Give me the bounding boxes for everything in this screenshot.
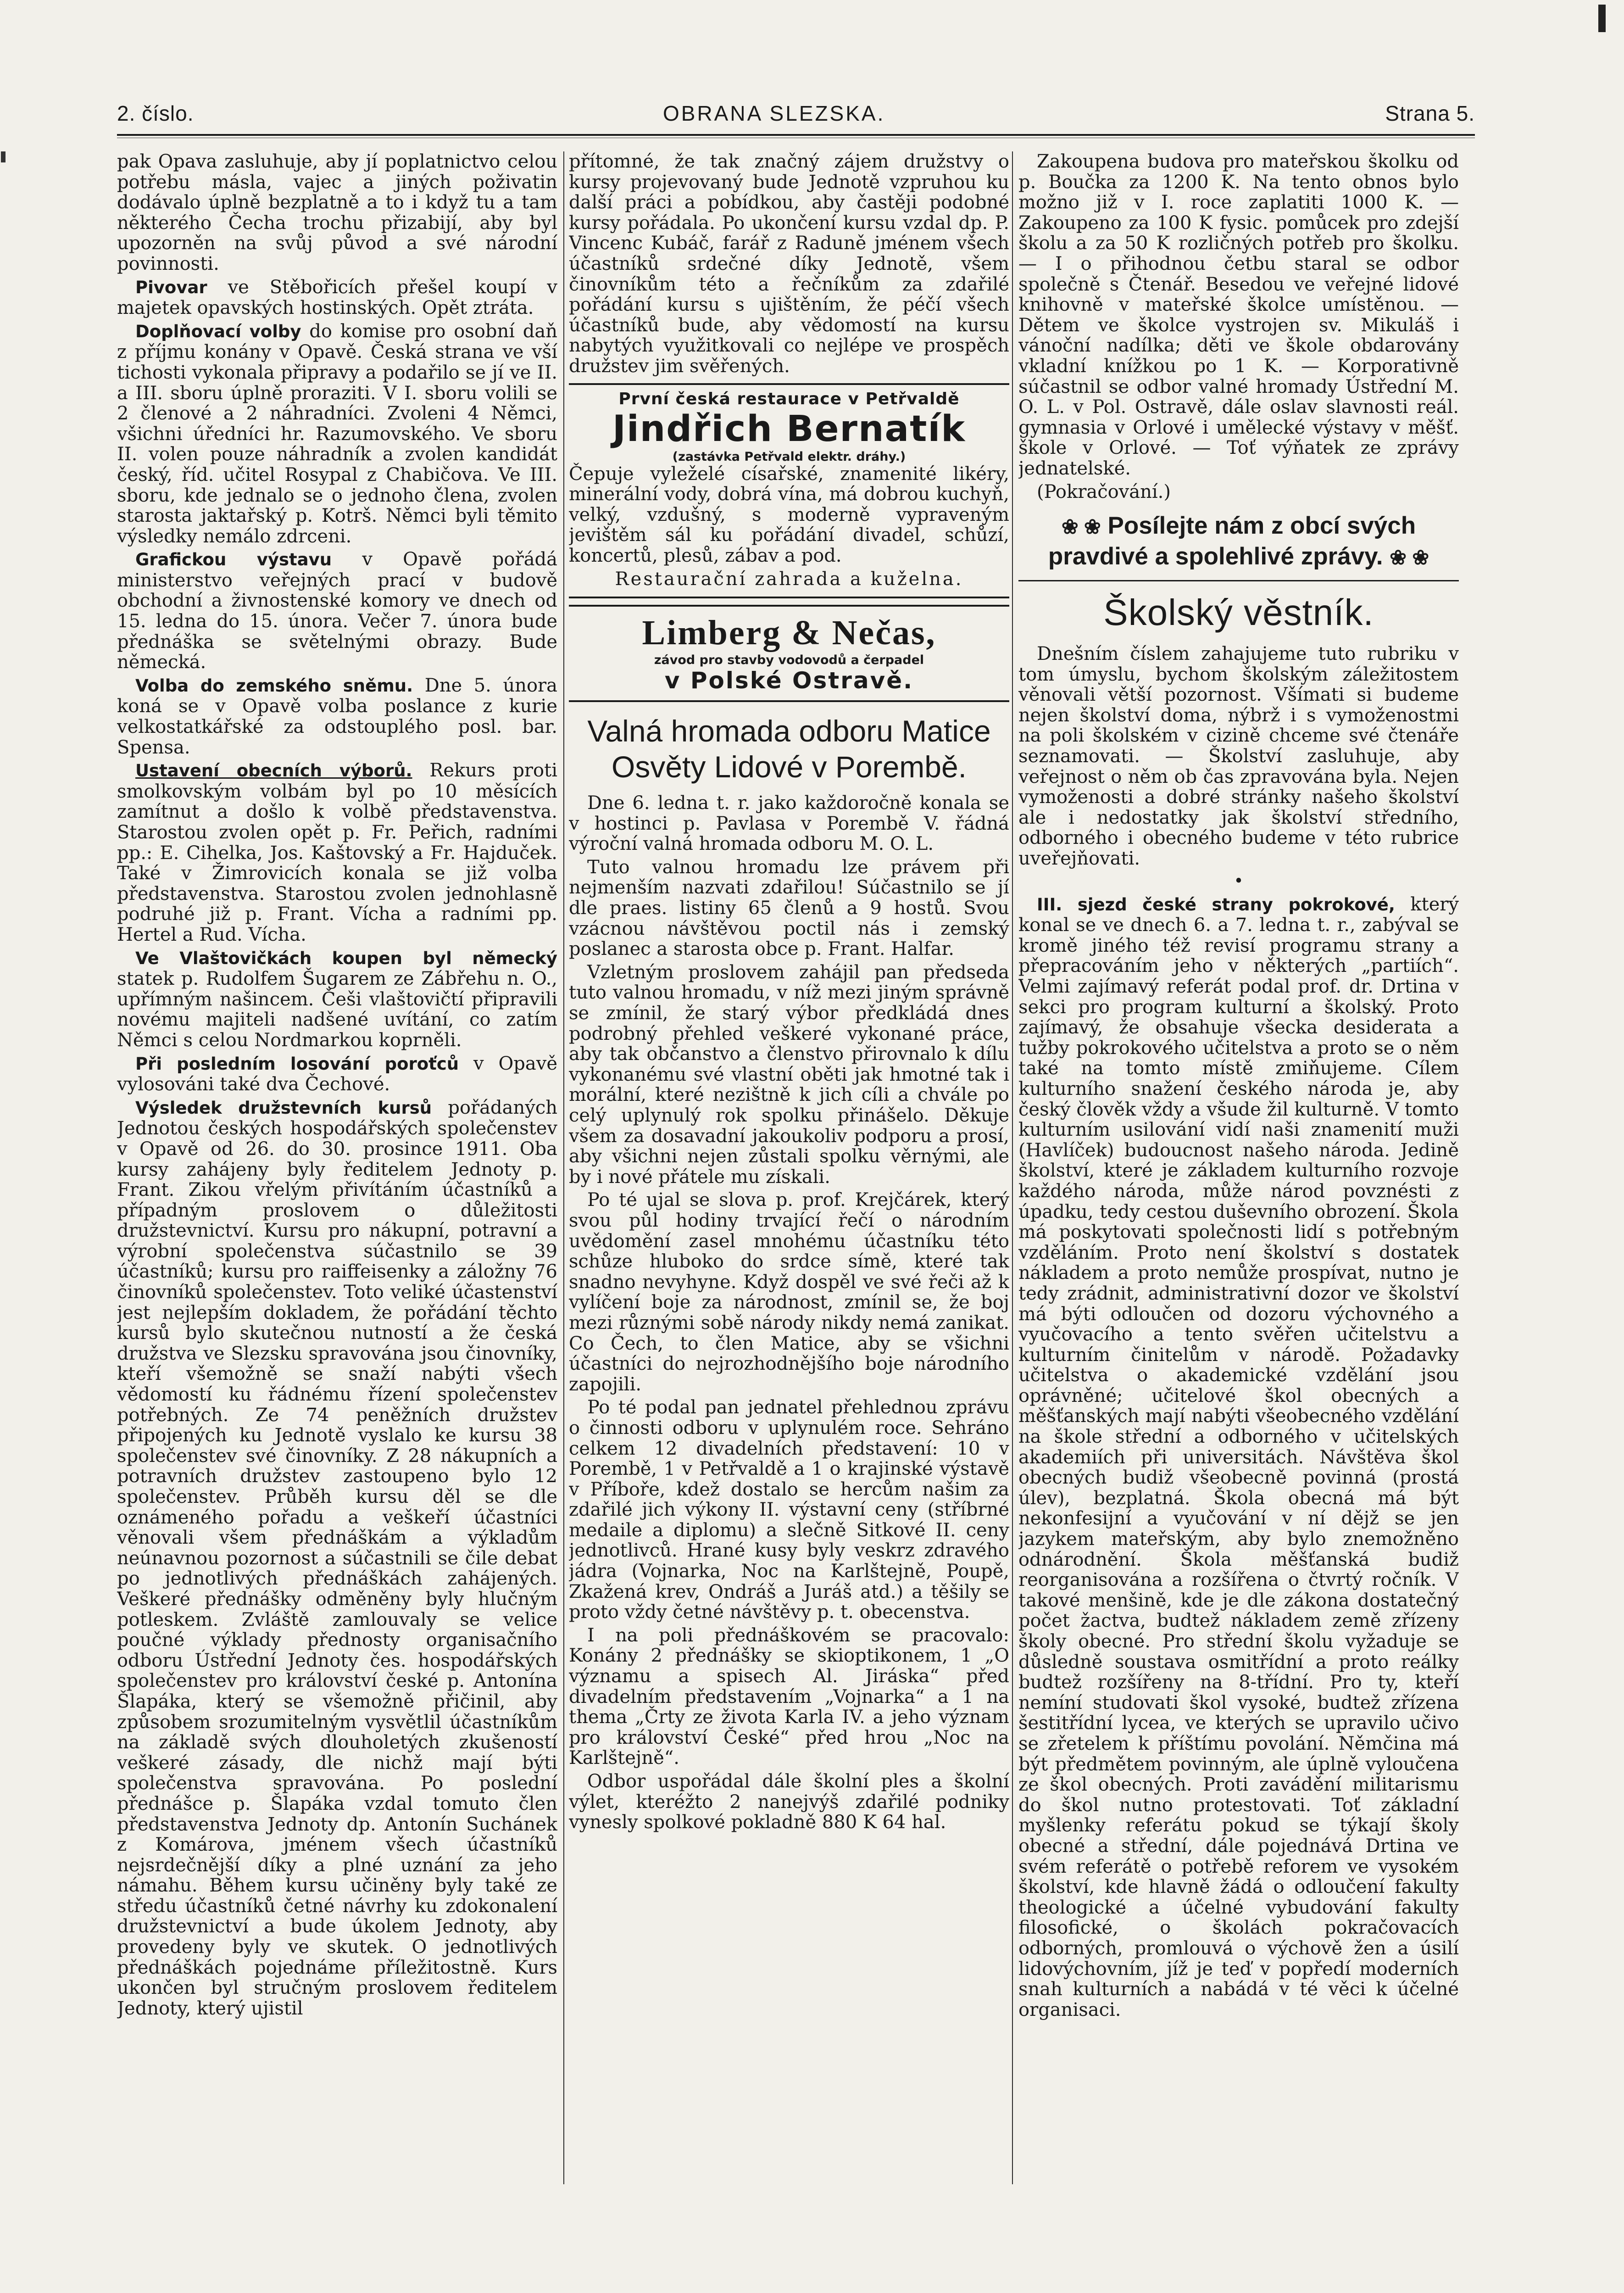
news-item — [117, 549, 557, 673]
news-item — [117, 277, 557, 318]
news-heading: Doplňovací volby — [135, 321, 301, 341]
news-heading: Ve Vlaštovičkách koupen byl německý — [135, 948, 557, 968]
news-text: Dne 5. února koná se v Opavě volba poslance z kurie velkostatkářské za odstouplého posl. bar. Spensa. — [117, 675, 557, 758]
header-rule — [117, 134, 1475, 136]
column-divider — [1012, 151, 1013, 2184]
ad-company-city: v Polské Ostravě. — [664, 667, 914, 694]
article-paragraph: Tuto valnou hromadu lze právem při nejmenším nazvati zdařilou! Súčastnilo se jí dle praes. listiny 65 členů a 9 hostů. Svou vzácnou návštěvou poctil nás i zemský poslanec a starosta obce p. Frant. Halfar. — [569, 856, 1009, 960]
news-heading: III. sjezd české strany pokrokové, — [1037, 894, 1395, 915]
flower-ornament-icon: ❀ ❀ — [1390, 547, 1429, 569]
article-paragraph: I na poli přednáškovém se pracovalo: Konány 2 přednášky se skioptikonem, 1 „O významu a spisech Al. Jiráska“ před divadelním představením „Vojnarka“ a 1 na thema „Črty ze života Karla IV. a jeho význam pro království České“ před hrou „Noc na Karlštejně“. — [569, 1624, 1009, 1769]
article-paragraph: Odbor uspořádal dále školní ples a školní výlet, kteréžto 2 nanejvýš zdařilé podniky vynesly spolkové pokladně 880 K 64 hal. — [569, 1771, 1009, 1833]
news-text: statek p. Rudolfem Šugarem ze Zábřehu n. O., upřímným našincem. Češi vlaštovičtí připravili novému majiteli nadšené uvítání, co zatím Němci s celou Nordmarkou koprněli. — [117, 968, 557, 1051]
news-item — [1018, 894, 1459, 2020]
restaurant-advertisement — [569, 383, 1009, 599]
news-item — [117, 1098, 557, 2019]
news-text: ve Stěbořicích přešel koupí v majetek opavských hostinských. Opět ztráta. — [117, 276, 557, 319]
ad-text: Čepuje vyleželé císařské, znamenité likéry, minerální vody, dobrá vína, má dobrou kuchyň, velký, vzdušný, s moderně vypraveným jevištěm sál ku pořádání divadel, schůzí, koncertů, plesů, zábav a pod. — [569, 463, 1009, 566]
margin-mark — [1, 151, 6, 162]
corner-mark — [1598, 5, 1606, 32]
article-headline: Valná hromada odboru Matice Osvěty Lidové v Porembě. — [587, 714, 991, 784]
column-divider — [563, 151, 564, 2184]
article-paragraph: Vzletným proslovem zahájil pan předseda tuto valnou hromadu, v níž mezi jiným správně se zmínil, že starý výbor předkládá dnes podrobný přehled veškeré vykonané práce, aby tak občanstvo a členstvo přirovnalo k dílu vykonanému své vlastní oběti jak hmotné tak i morální, které nezištně k jich cíli a chvále po celý uplynulý rok spolku přinášelo. Děkuje všem za dosavadní jakoukoliv podporu a prosí, aby všichni nejen zůstali spolku věrnými, ale by i nové přátele mu získali. — [569, 961, 1009, 1188]
ad-name: Jindřich Bernatík — [612, 408, 966, 450]
news-heading: Pivovar — [135, 277, 207, 297]
news-text: v Opavě pořádá ministerstvo veřejných prací v budově obchodní a živnostenské komory ve dnech od 15. ledna do 15. února. Večer 7. února bude přednáška se světelnými obrazy. Bude německá. — [117, 549, 557, 673]
section-title: Školský věstník. — [1103, 592, 1374, 633]
issue-number: 2. číslo. — [117, 101, 194, 125]
article-paragraph: Dnešním číslem zahajujeme tuto rubriku v tom úmyslu, bychom školským záležitostem věnovali větší pozornost. Všímati si budeme nejen školství doma, nýbrž i s vymoženostmi na poli školském v cizině chceme své čtenáře seznamovati. — Školství zasluhuje, aby veřejnost o něm ob čas zpravována byla. Nejen vymoženosti a dobré stránky našeho školství ale i nedostatky jak školství středního, odborného i obecného budeme v této rubrice uveřejňovati. — [1018, 643, 1459, 870]
news-heading: Grafickou výstavu — [135, 550, 332, 570]
news-heading: Při posledním losování poroťců — [135, 1054, 459, 1074]
column-1 — [117, 151, 557, 2262]
ad-company-name: Limberg & Nečas, — [642, 614, 936, 653]
newspaper-title: OBRANA SLEZSKA. — [663, 101, 885, 125]
column-3 — [1018, 151, 1459, 2262]
news-item — [117, 760, 557, 945]
company-advertisement — [569, 605, 1009, 702]
separator-dot: • — [1234, 871, 1244, 891]
article-paragraph: Po té ujal se slova p. prof. Krejčárek, který svou půl hodiny trvající řečí o národním uvědomění zasel mnohému účastníku této schůze hluboko do srdce símě, které tak snadno nevyhyne. Když dospěl ve své řeči až k vylíčení boje za národnost, zmínil se, že boj mezi různými sobě národy nikdy nemá zanikat. Co Čech, to člen Matice, aby se všichni účastníci do nejrozhodnějšího boje národního zapojili. — [569, 1189, 1009, 1395]
article-paragraph: Dne 6. ledna t. r. jako každoročně konala se v hostinci p. Pavlasa v Porembě V. řádná výroční valná hromada odboru M. O. L. — [569, 792, 1009, 855]
news-item — [117, 1054, 557, 1095]
column-2 — [569, 151, 1009, 2262]
article-paragraph: Po té podal pan jednatel přehlednou zprávu o činnosti odboru v uplynulém roce. Sehráno celkem 12 divadelních představení: 10 v Porembě, 1 v Petřvaldě a 1 o krajinské výstavě v Příboře, kdež dostalo se hercům našim za zdařilé jich výkony II. výstavní ceny (stříbrné medaile a diplomu) a slečně Sitkové II. ceny jednotlivců. Hrané kusy byly veskrz zdravého jádra (Vojnarka, Noc na Karlštejně, Poupě, Zkažená krev, Ondráš a Juráš atd.) a těšily se proto vždy četné návštěvy p. t. obecenstva. — [569, 1397, 1009, 1623]
news-text: v Opavě vylosováni také dva Čechové. — [117, 1053, 557, 1095]
news-item — [117, 948, 557, 1051]
news-item — [117, 321, 557, 547]
article-paragraph: Zakoupena budova pro mateřskou školku od p. Boučka za 1200 K. Na tento obnos bylo možno již v I. roce zaplatiti 1000 K. — Zakoupeno za 100 K fysic. pomůcek pro zdejší školu a za 50 K rozličných potřeb pro školku. — I o přihodnou četbu staral se odbor společně s Čtenář. Besedou ve veřejné lidové knihovně v mateřské školce umístěnou. — Dětem ve školce vystrojen sv. Mikuláš i vánoční nadílka; děti ve škole obdarovány vkladní knížkou po 1 K. — Korporativně súčastnil se odbor valné hromady Ústřední M. O. L. v Pol. Ostravě, dále oslav slavnosti reál. gymnasia v Orlové i umělecké výstavy v měšť. škole v Orlové. — Toť výňatek ze zprávy jednatelské. — [1018, 151, 1459, 479]
news-text: Rekurs proti smolkovským volbám byl po 10 měsících zamítnut a došlo k volbě představenstva. Starostou zvolen opět p. Fr. Peřich, radními pp.: E. Cihelka, Jos. Kaštovský a Fr. Hajduček. Také v Žimrovicích konala se již volba představenstva. Starostou zvolen jednohlasně podruhé již p. Frant. Vícha a radními pp. Hertel a Rud. Vícha. — [117, 760, 557, 945]
news-text: do komise pro osobní daň z příjmu konány v Opavě. Česká strana ve vší tichosti vykonala připravy a podařilo se jí ve II. a III. sboru úplně proraziti. V I. sboru volili se 2 členové a 2 náhradníci. Zvoleni 4 Němci, všichni úředníci hr. Razumovského. Ve sboru II. volen pouze náhradník a zvolen kandidát český, říd. učitel Rosypal z Chabičova. Ve III. sboru, kde jednalo se o jednoho člena, zvolen starosta jaktařský p. Kotrš. Němci byli těmito výsledky nemálo zdrceni. — [117, 320, 557, 547]
continuation-note: (Pokračování.) — [1037, 481, 1171, 502]
news-text: který konal se ve dnech 6. a 7. ledna t. r., zabýval se kromě jiného též revisí programu strany a přepracováním jeho v některých „partiích“. Velmi zajímavý referát podal prof. dr. Drtina v sekci pro program kulturní a školský. Proto zajímavý, že obsahuje všecka desiderata a tužby pokrokového učitelstva a proto se o něm také na tomto místě zmiňujeme. Cílem kulturního snažení českého národa je, aby český člověk vždy a všude žil kulturně. V tomto kulturním usilování vidí naši znamenití muži (Havlíček) budoucnost našeho národa. Jedině školství, které je základem kulturního rozvoje každého národa, může národ povznésti z úpadku, tedy cestou duševního obrození. Škola má poskytovati společnosti lidí s potřebným vzděláním. Proto není školství s dostatek nákladem a proto nemůže prospívat, nutno je tedy zrádnit, administrativní dozor ve školství má býti odloučen od dozoru výchovného a vyučovacího a tento svěřen učitelstvu a kulturním činitelům v národě. Požadavky učitelstva o akademické vzdělání jsou oprávněné; učitelové škol obecných a měšťanských mají nabýti všeobecného vzdělání na škole střední a odborného v učitelských akademiích při universitách. Návštěva škol obecných budiž všeobecně povinná (prostá úlev), bezplatná. Škola obecná má být nekonfesijní a vyučování v ní dějž se jen jazykem mateřským, aby bylo znemožněno odnárodnění. Škola měšťanská budiž reorganisována a rozšířena o čtvrtý ročník. V takové menšině, kde je dle zákona dostatečný počet žactva, budtež nákladem země zřízeny školy obecné. Pro střední školu vyžaduje se důsledně soustava osmitřídní a proto reálky budtež rozšířeny na 8-třídní. Pro ty, kteří nemíní studovati škol vysoké, budtež zřízena šestitřídní lycea, ve kterých se upravilo učivo se zřetelem k příštímu povolání. Němčina má být předmětem povinným, ale úplně vyloučena ze škol obecných. Proti zavádění militarismu do škol nutno protestovati. Toť základní myšlenky referátu pokud se týkají školy obecné a střední, dále pojednává Drtina ve svém referátě o potřebě reforem ve vysokém školství, kde hlavně žádá o odloučení fakulty theologické a účelné vybudování fakulty filosofické, o školách pokračovacích odborných, promlouvá o výchově žen a úsilí lidovýchovním, jíž je teď v popředí moderních snah kulturních a nabádá v té věci k účelné organisaci. — [1018, 893, 1459, 2020]
ad-subtitle: (zastávka Petřvald elektr. dráhy.) — [672, 449, 906, 464]
article-paragraph: pak Opava zasluhuje, aby jí poplatnictvo celou potřebu másla, vajec a jiných poživatin dodávalo úplně bezplatně a to i když tu a tam některého Čecha trochu přizabijí, aby byl upozorněn na svůj původ a své národní povinnosti. — [117, 151, 557, 274]
page-header — [117, 101, 1475, 138]
flower-ornament-icon: ❀ ❀ — [1061, 516, 1101, 539]
article-paragraph: přítomné, že tak značný zájem družstvy o kursy projevovaný bude Jednotě vzpruhou ku další práci a pobídkou, aby častěji podobné kursy pořádala. Po ukončení kursu vzdal dp. P. Vincenc Kubáč, farář z Raduně jménem všech účastníků srdečné díky Jednotě, všem činovníkům této a řečníkům za zdařilé pořádání kursu s ujištěním, že péčí všech účastníků bude, aby vědomostí na kursu nabytých využitkovali co nejlépe ve prospěch družstev jim svěřených. — [569, 151, 1009, 377]
ad-footer: Restaurační zahrada a kuželna. — [615, 568, 963, 590]
reader-appeal — [1018, 511, 1459, 581]
news-text: pořádaných Jednotou českých hospodářských společenstev v Opavě od 26. do 30. prosince 1911. Oba kursy zahájeny byly ředitelem Jednoty p. Frant. Zikou vřelým přivítáním účastníků a případným proslovem o důležitosti družstevnictví. Kursu pro nákupní, potravní a výrobní společenstva súčastnilo se 39 účastníků; kursu pro raiffeisenky a záložny 76 činovníků společenstev. Toto veliké účastenství jest nejlepším dokladem, že pořádání těchto kursů bylo skutečnou nutností a že česká družstva ve Slezsku spravována jsou činovníky, kteří všemožně se snaží nabýti všech vědomostí ku řádnému řízení společenstev potřebných. Ze 74 peněžních družstev připojených ku Jednotě vyslalo ke kursu 38 společenstev své činovníky. Z 28 nákupních a potravních družstev zastoupeno bylo 12 společenstev. Průběh kursu děl se dle oznámeného pořadu a veškeří účastníci věnovali všem přednáškám a výkladům neúnavnou pozornost a súčastnili se čile debat po jednotlivých přednáškách zahájených. Veškeré přednášky odměněny byly hlučným potleskem. Zvláště zamlouvaly se velice poučné výklady přednosty organisačního odboru Ústřední Jednoty čes. hospodářských společenstev pro království české p. Antonína Šlapáka, který se všemožně přičinil, aby způsobem srozumitelným vysvětlil účastníkům na základě svých dlouholetých zkušeností veškeré zásady, dle nichž mají býti společenstva spravována. Po poslední přednášce p. Šlapáka vzdal tomuto člen představenstva Jednoty dp. Antonín Suchánek z Komárova, jménem všech účastníků nejsrdečnější díky a plné uznání za jeho námahu. Během kursu učiněny byly také ze středu účastníků četné návrhy ku zdokonalení družstevnictví a bude úkolem Jednoty, aby provedeny byly ve skutek. O jednotlivých přednáškách pojednáme příležitostně. Kurs ukončen byl stručným proslovem ředitelem Jednoty, který ujistil — [117, 1097, 557, 2019]
appeal-text: Posílejte nám z obcí svých pravdivé a spolehlivé zprávy. — [1048, 512, 1416, 570]
news-heading: Volba do zemského sněmu. — [135, 675, 413, 696]
news-item — [117, 675, 557, 758]
ad-company-subtitle: závod pro stavby vodovodů a čerpadel — [654, 653, 924, 668]
news-heading: Ustavení obecních výborů. — [135, 761, 412, 781]
page-number: Strana 5. — [1385, 101, 1475, 125]
news-heading: Výsledek družstevních kursů — [135, 1098, 432, 1118]
ad-tagline: První česká restaurace v Petřvaldě — [618, 389, 960, 408]
